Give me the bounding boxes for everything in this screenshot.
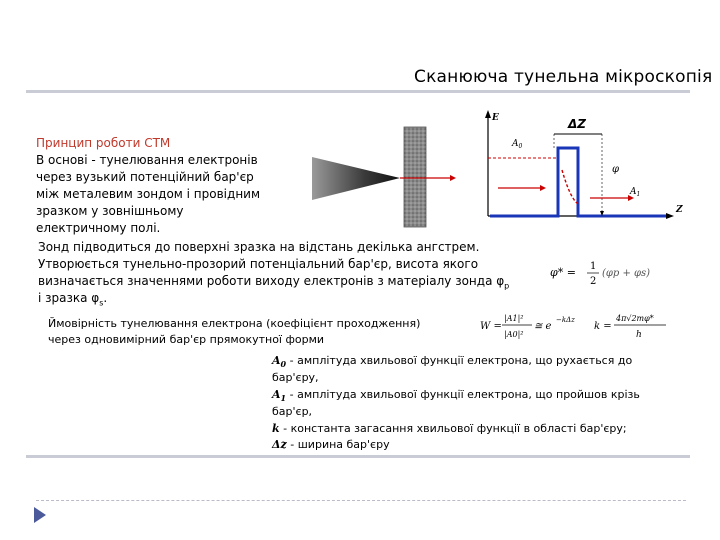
legend-dz: Δz - ширина бар'єру	[272, 438, 390, 451]
footer-dotted-line	[36, 500, 686, 501]
svg-text:h: h	[636, 330, 642, 340]
label-phi: φ	[612, 164, 620, 175]
probe-line-3: визначається значеннями роботи виходу електронів з матеріалу зонда $\varphi_p$	[38, 274, 510, 291]
legend-a1-cont: бар'єр,	[272, 405, 313, 418]
principle-heading: Принцип роботи СТМ	[36, 136, 171, 150]
bottom-divider	[26, 455, 690, 458]
probe-tip	[312, 157, 400, 200]
slide-title: Сканююча тунельна мікроскопія	[414, 67, 713, 87]
svg-text:|A1|²: |A1|²	[504, 314, 524, 323]
k-formula	[592, 308, 672, 342]
top-divider	[26, 90, 690, 93]
svg-text:(φp + φs): (φp + φs)	[602, 268, 651, 279]
w-formula	[478, 308, 578, 342]
legend-a1: $A_1$ - амплітуда хвильової функції електрона, що пройшов крізь	[272, 388, 640, 404]
svg-text:W =: W =	[480, 321, 502, 332]
axis-e-label: E	[492, 113, 499, 123]
barrier-line	[490, 148, 666, 216]
probe-line-2: Утворюється тунельно-прозорий потенціальний бар'єр, висота якого	[38, 257, 479, 271]
label-a1: $A_1$	[630, 187, 641, 198]
legend-k: k - константа загасання хвильової функції в області бар'єру;	[272, 422, 627, 435]
label-a0: $A_0$	[512, 139, 523, 150]
probability-line-2: через одновимірний бар'єр прямокутної форми	[48, 333, 325, 346]
legend-a0: $A_0$ - амплітуда хвильової функції електрона, що рухається до	[272, 354, 633, 370]
principle-line-1: В основі - тунелювання електронів	[36, 153, 258, 167]
barrier-diagram	[478, 108, 688, 223]
probe-sample-sketch	[300, 120, 470, 240]
principle-line-4: зразком у зовнішньому	[36, 204, 184, 218]
axis-z-label: Z	[676, 205, 683, 215]
legend-a0-cont: бар'єру,	[272, 371, 319, 384]
svg-text:k =: k =	[594, 321, 612, 332]
principle-line-5: електричному полі.	[36, 221, 161, 235]
principle-line-2: через вузький потенційний бар'єр	[36, 170, 254, 184]
principle-line-3: між металевим зондом і провідним	[36, 187, 261, 201]
phi-formula	[548, 256, 666, 290]
svg-text:2: 2	[590, 276, 597, 287]
probability-line-1: Ймовірність тунелювання електрона (коефіцієнт проходження)	[48, 317, 421, 330]
svg-text:|A0|²: |A0|²	[504, 330, 524, 339]
svg-text:≅ e: ≅ e	[534, 321, 552, 332]
svg-text:4π√2mφ*: 4π√2mφ*	[616, 314, 654, 323]
delta-z-label: ΔZ	[568, 117, 586, 131]
svg-text:φ* =: φ* =	[550, 266, 576, 279]
svg-text:1: 1	[590, 261, 597, 272]
svg-text:−kΔz: −kΔz	[556, 316, 575, 324]
probe-line-4: і зразка $\varphi_s$.	[38, 291, 108, 308]
decay-curve	[562, 170, 578, 204]
probe-line-1: Зонд підводиться до поверхні зразка на відстань декілька ангстрем.	[38, 240, 480, 254]
next-slide-arrow-icon[interactable]	[34, 507, 46, 523]
sample-block	[404, 127, 426, 227]
